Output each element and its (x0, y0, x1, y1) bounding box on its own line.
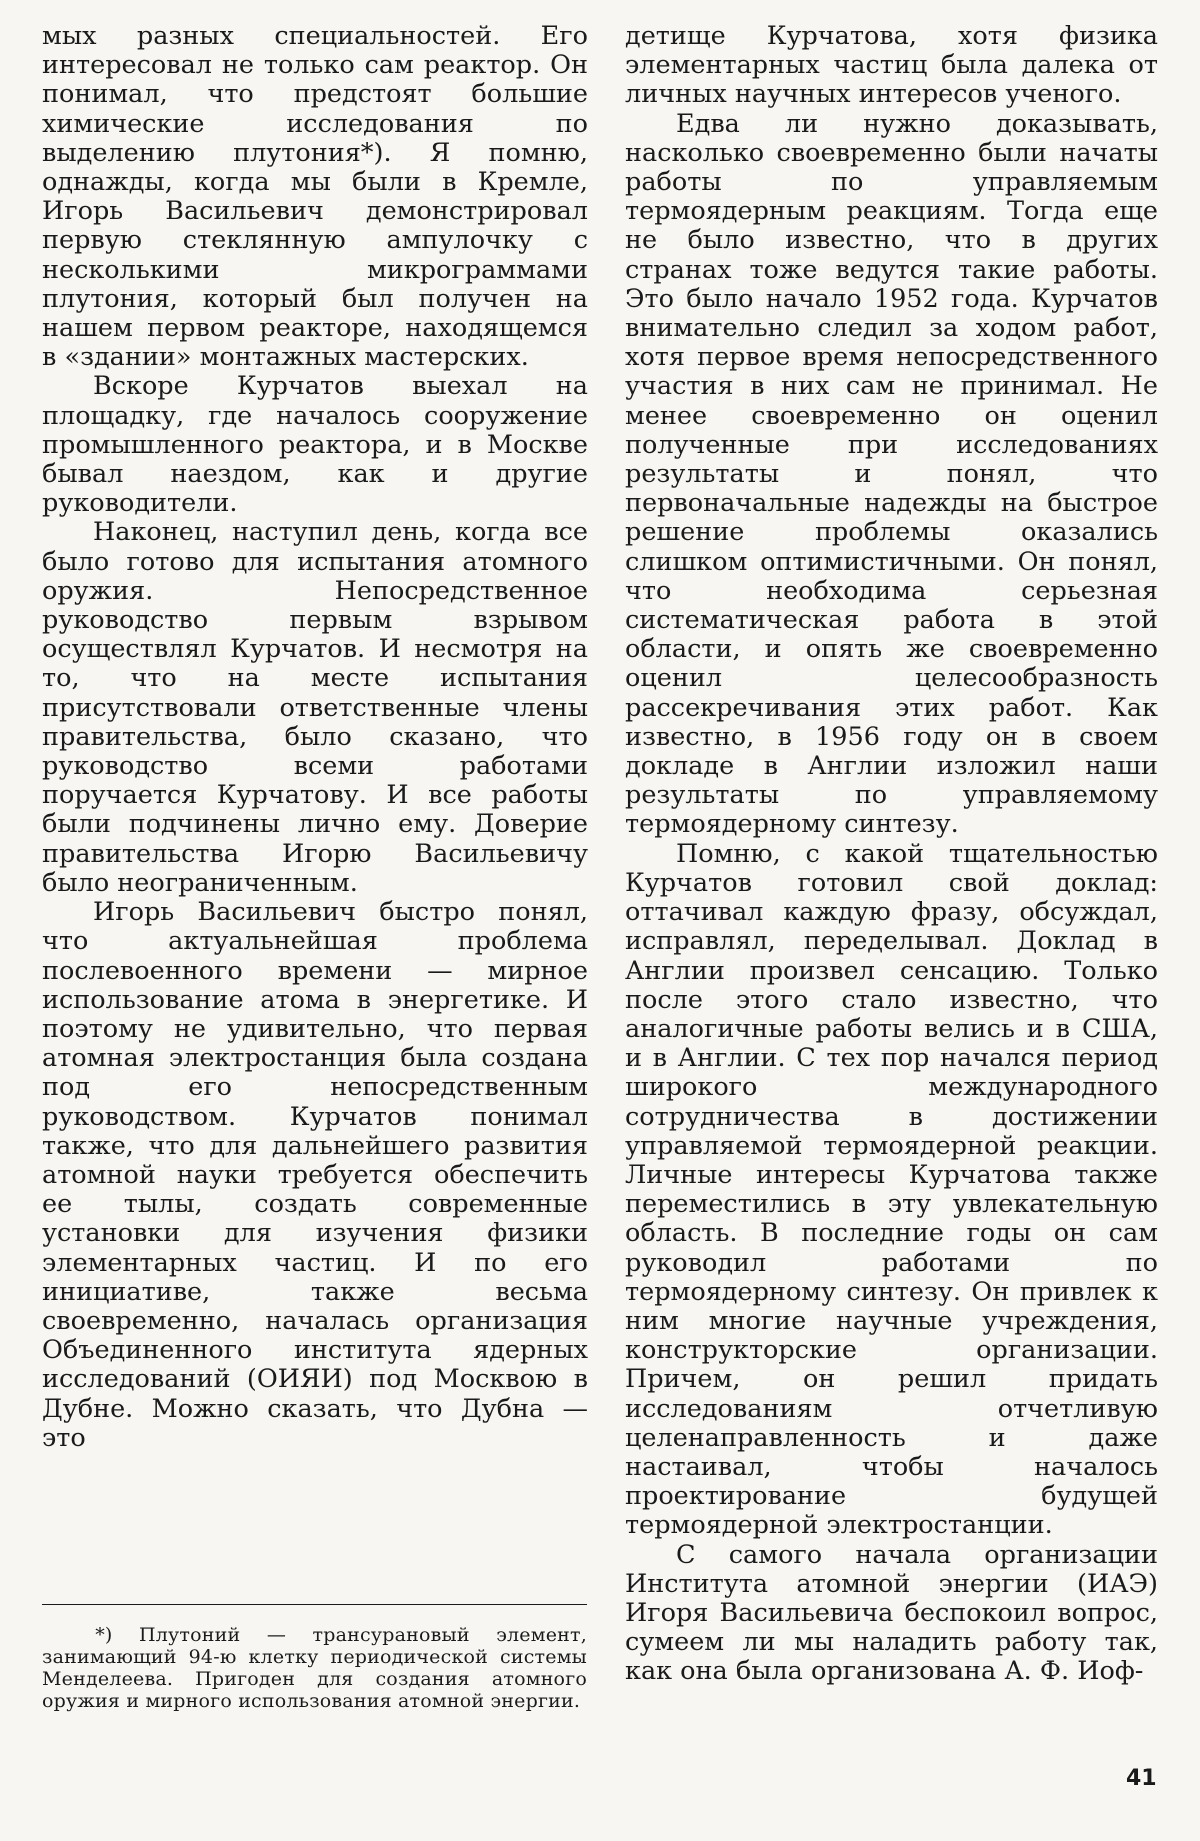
page-number: 41 (1126, 1766, 1157, 1791)
paragraph: Наконец, наступил день, когда все было готово для испытания атомного оружия. Непосредственное руководство первым взрывом осуществлял Курчатов. И несмотря на то, что на месте испытания присутствовали ответственные члены правительства, было сказано, что руководство всеми работами поручается Курчатову. И все работы были подчинены лично ему. Доверие правительства Игорю Васильевичу было неограниченным. (42, 517, 588, 898)
paragraph: мых разных специальностей. Его интересовал не только сам реактор. Он понимал, что предстоят большие химические исследования по выделению плутония*). Я помню, однажды, когда мы были в Кремле, Игорь Васильевич демонстрировал первую стеклянную ампулочку с несколькими микрограммами плутония, который был получен на нашем первом реакторе, находящемся в «здании» монтажных мастерских. (42, 21, 588, 373)
paragraph: Игорь Васильевич быстро понял, что актуальнейшая проблема послевоенного времени — мирное использование атома в энергетике. И поэтому не удивительно, что первая атомная электростанция была создана под его непосредственным руководством. Курчатов понимал также, что для дальнейшего развития атомной науки требуется обеспечить ее тылы, создать современные установки для изучения физики элементарных частиц. И по его инициативе, также весьма своевременно, началась организация Объединенного института ядерных исследований (ОИЯИ) под Москвою в Дубне. Можно сказать, что Дубна — это (42, 897, 588, 1453)
paragraph: Вскоре Курчатов выехал на площадку, где началось сооружение промышленного реактора, и в Москве бывал наездом, как и другие руководители. (42, 371, 588, 519)
paragraph: С самого начала организации Института атомной энергии (ИАЭ) Игоря Васильевича беспокоил вопрос, сумеем ли мы наладить работу так, как она была организована А. Ф. Иоф- (625, 1539, 1158, 1687)
footnote-divider (42, 1604, 587, 1605)
footnote: *) Плутоний — трансурановый элемент, занимающий 94-ю клетку периодической системы Менделеева. Пригоден для создания атомного оружия и мирного использования атомной энергии. (42, 1624, 587, 1712)
paragraph: детище Курчатова, хотя физика элементарных частиц была далека от личных научных интересов ученого. (625, 21, 1158, 110)
right-column (625, 22, 1158, 1687)
paragraph: Помню, с какой тщательностью Курчатов готовил свой доклад: оттачивал каждую фразу, обсуждал, исправлял, переделывал. Доклад в Англии произвел сенсацию. Только после этого стало известно, что аналогичные работы велись и в США, и в Англии. С тех пор начался период широкого международного сотрудничества в достижении управляемой термоядерной реакции. Личные интересы Курчатова также переместились в эту увлекательную область. В последние годы он сам руководил работами по термоядерному синтезу. Он привлек к ним многие научные учреждения, конструкторские организации. Причем, он решил придать исследованиям отчетливую целенаправленность и даже настаивал, чтобы началось проектирование будущей термоядерной электростанции. (625, 838, 1158, 1541)
left-column (42, 22, 588, 1453)
paragraph: Едва ли нужно доказывать, насколько своевременно были начаты работы по управляемым термоядерным реакциям. Тогда еще не было известно, что в других странах тоже ведутся такие работы. Это было начало 1952 года. Курчатов внимательно следил за ходом работ, хотя первое время непосредственного участия в них сам не принимал. Не менее своевременно он оценил полученные при исследованиях результаты и понял, что первоначальные надежды на быстрое решение проблемы оказались слишком оптимистичными. Он понял, что необходима серьезная систематическая работа в этой области, и опять же своевременно оценил целесообразность рассекречивания этих работ. Как известно, в 1956 году он в своем докладе в Англии изложил наши результаты по управляемому термоядерному синтезу. (625, 108, 1158, 840)
